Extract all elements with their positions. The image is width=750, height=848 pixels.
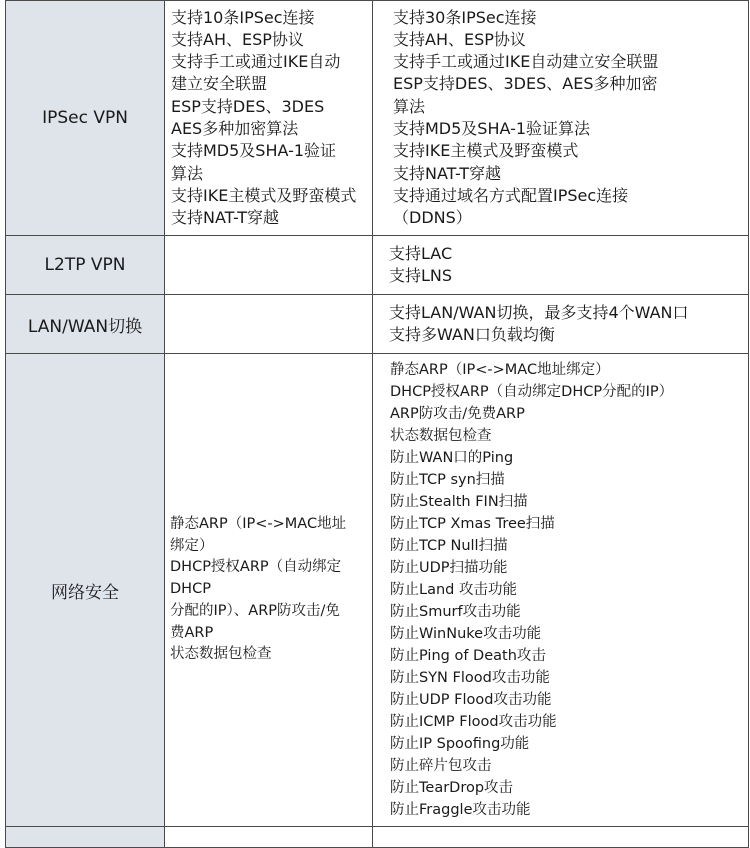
spec-line: 防止TCP syn扫描 [390, 472, 505, 488]
spec-line: ESP支持DES、3DES [171, 96, 325, 116]
spec-line: 建立安全联盟 [171, 74, 268, 94]
spec-line: 防止碎片包攻击 [390, 758, 492, 774]
spec-cell-col1 [165, 295, 373, 354]
table-row [6, 295, 749, 354]
spec-line: 防止Fraggle攻击功能 [390, 802, 531, 818]
spec-line: 支持IKE主模式及野蛮模式 [171, 185, 357, 205]
spec-line: 防止TCP Null扫描 [390, 538, 508, 554]
spec-cell-col1 [165, 354, 373, 827]
spec-line: 防止Smurf攻击功能 [390, 604, 521, 620]
spec-line: 支持10条IPSec连接 [171, 7, 315, 27]
spec-line: 防止UDP扫描功能 [390, 560, 508, 576]
spec-line: 支持MD5及SHA-1验证 [171, 141, 337, 161]
spec-line: 支持AH、ESP协议 [171, 29, 304, 49]
spec-cell-col2 [373, 1, 749, 236]
spec-line: 支持LNS [389, 266, 453, 285]
spec-line: 分配的IP）、ARP防攻击/免 [170, 602, 340, 619]
spec-line: AES多种加密算法 [171, 119, 299, 138]
spec-cell-col2 [373, 827, 749, 848]
spec-line: 防止TCP Xmas Tree扫描 [390, 516, 555, 532]
spec-line: 支持多WAN口负载均衡 [389, 325, 555, 344]
spec-line: 费ARP [170, 624, 214, 641]
table-row [6, 354, 749, 827]
spec-line: 防止TearDrop攻击 [390, 780, 514, 796]
spec-line: DHCP授权ARP（自动绑定 [170, 559, 342, 576]
spec-line: 支持AH、ESP协议 [393, 29, 526, 49]
spec-cell-col1 [165, 1, 373, 236]
spec-cell-col2 [373, 354, 749, 827]
spec-line: 防止Stealth FIN扫描 [390, 494, 528, 510]
spec-line: DHCP授权ARP（自动绑定DHCP分配的IP） [390, 384, 674, 400]
spec-line: 算法 [393, 96, 426, 116]
spec-cell-col1 [165, 827, 373, 848]
spec-line: 防止Land 攻击功能 [390, 582, 517, 598]
spec-line: 防止WinNuke攻击功能 [390, 626, 542, 642]
spec-line: 支持NAT-T穿越 [171, 208, 280, 228]
table-row [6, 827, 749, 848]
category-cell [6, 827, 165, 848]
spec-line: ARP防攻击/免费ARP [390, 406, 525, 422]
table-row [6, 236, 749, 295]
spec-line: 支持IKE主模式及野蛮模式 [393, 141, 579, 161]
spec-line: 支持LAC [389, 244, 453, 263]
spec-line: 静态ARP（IP<->MAC地址绑定） [390, 362, 610, 378]
spec-cell-col2 [373, 236, 749, 295]
spec-line: 绑定） [170, 537, 214, 554]
spec-line: 算法 [171, 163, 204, 183]
spec-line: 支持30条IPSec连接 [393, 7, 537, 27]
category-cell: 网络安全 [6, 354, 165, 827]
spec-line: 防止SYN Flood攻击功能 [390, 670, 550, 686]
spec-line: 防止UDP Flood攻击功能 [390, 692, 552, 708]
spec-line: 支持MD5及SHA-1验证算法 [393, 119, 591, 138]
spec-line: 防止IP Spoofing功能 [390, 736, 530, 752]
spec-line: 状态数据包检查 [170, 646, 272, 663]
spec-cell-col1 [165, 236, 373, 295]
spec-line: 支持手工或通过IKE自动 [171, 52, 341, 72]
spec-line: 状态数据包检查 [390, 428, 492, 444]
category-cell: L2TP VPN [6, 236, 165, 295]
spec-line: （DDNS） [393, 208, 472, 228]
spec-line: 防止WAN口的Ping [390, 450, 514, 466]
spec-line: DHCP [170, 581, 211, 598]
category-cell: IPSec VPN [6, 1, 165, 236]
spec-table [5, 0, 749, 848]
spec-line: 防止Ping of Death攻击 [390, 648, 546, 664]
table-row [6, 1, 749, 236]
spec-line: 支持手工或通过IKE自动建立安全联盟 [393, 52, 659, 72]
category-cell: LAN/WAN切换 [6, 295, 165, 354]
spec-line: 静态ARP（IP<->MAC地址 [170, 515, 347, 532]
spec-line: 防止ICMP Flood攻击功能 [390, 714, 557, 730]
spec-line: 支持NAT-T穿越 [393, 163, 502, 183]
spec-line: 支持通过域名方式配置IPSec连接 [393, 185, 629, 205]
spec-line: ESP支持DES、3DES、AES多种加密 [393, 74, 658, 94]
spec-line: 支持LAN/WAN切换，最多支持4个WAN口 [389, 303, 689, 322]
spec-cell-col2 [373, 295, 749, 354]
